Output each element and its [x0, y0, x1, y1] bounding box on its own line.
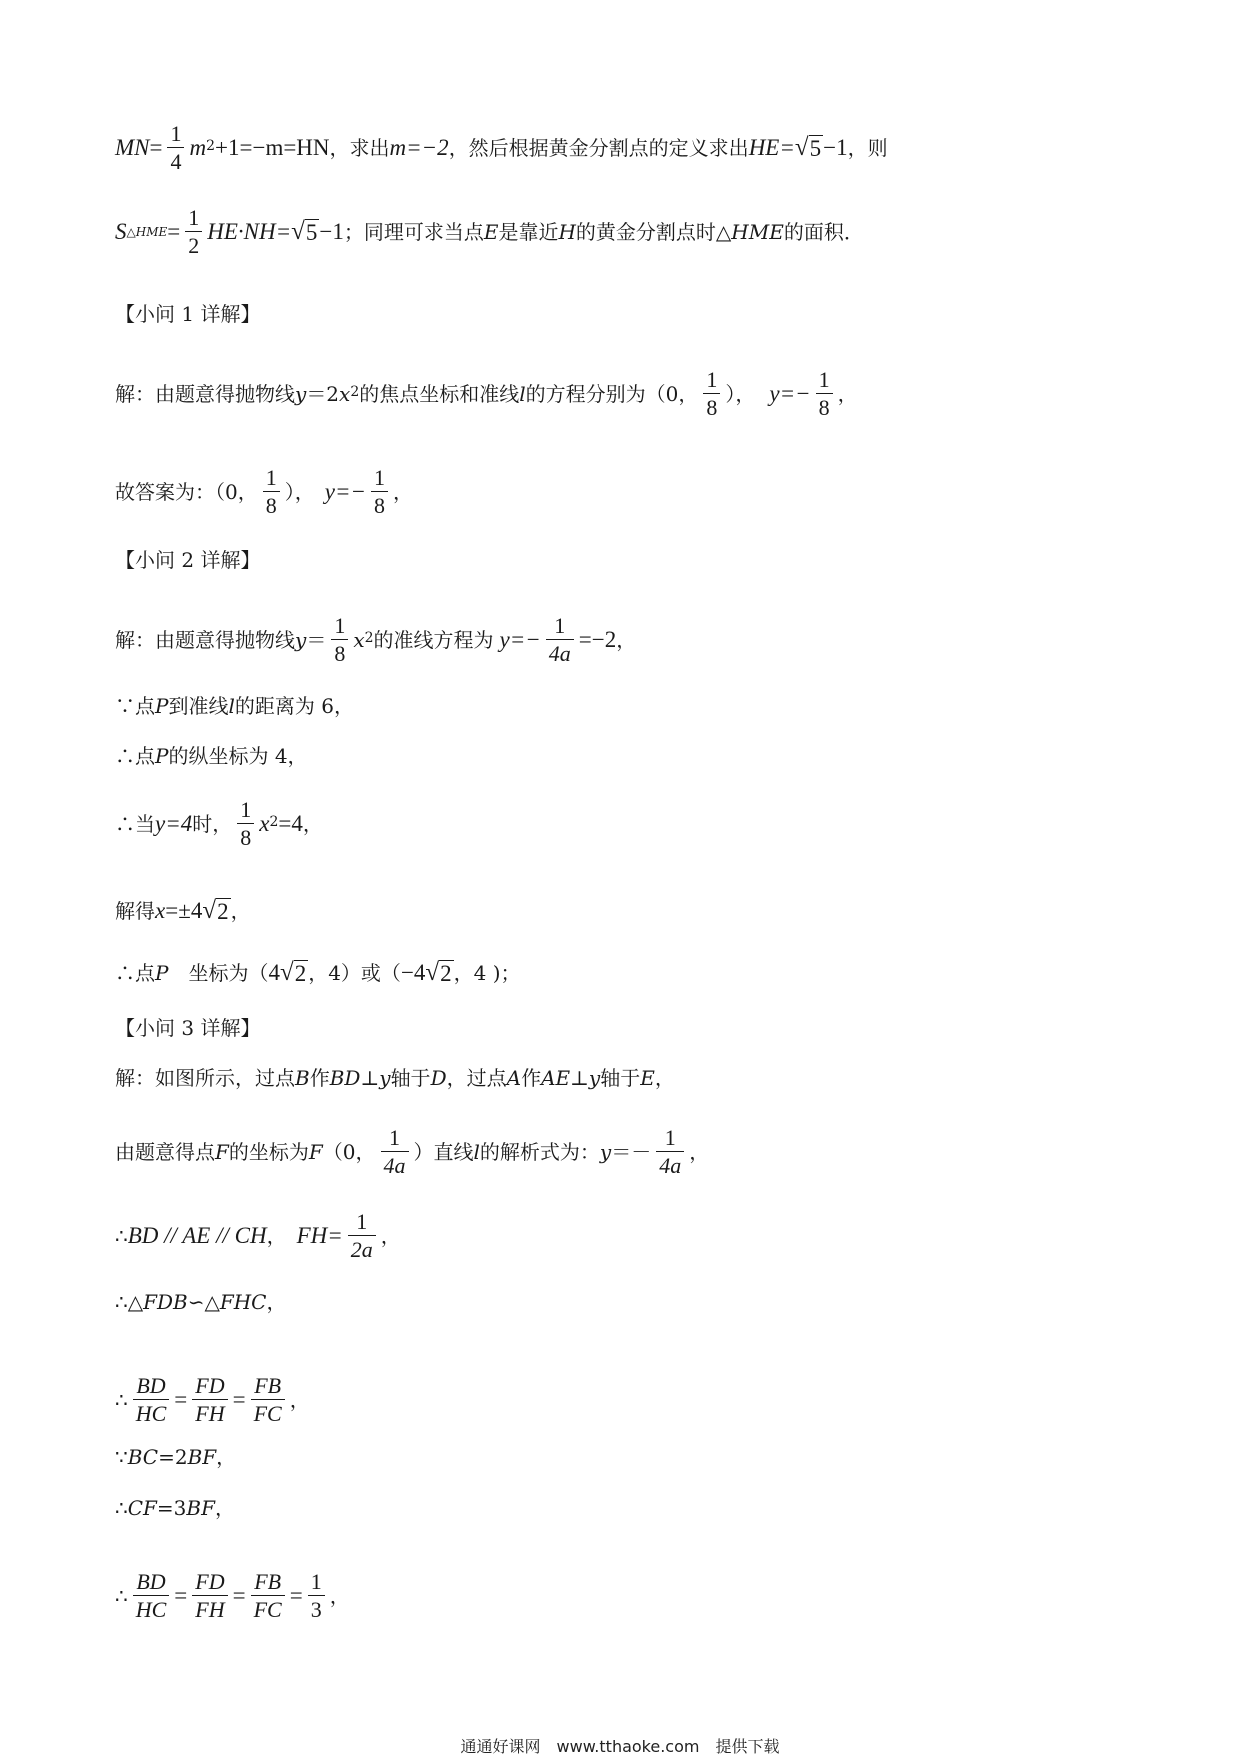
- radical-sign: √: [794, 134, 809, 162]
- numerator: FD: [195, 1373, 225, 1398]
- math-var: l: [228, 694, 235, 718]
- text: ，: [216, 1445, 237, 1469]
- text: ∴△: [115, 1290, 144, 1314]
- denominator: FH: [192, 1399, 227, 1425]
- fraction: [703, 368, 720, 419]
- text: 故答案为：（0，: [115, 479, 258, 504]
- text: ，过点: [446, 1066, 507, 1090]
- math-text: =: [174, 1387, 188, 1413]
- math-text: =: [174, 1583, 188, 1609]
- fraction: [192, 1570, 227, 1621]
- denominator: HC: [133, 1595, 170, 1621]
- math-var: y: [588, 1066, 601, 1090]
- numerator: 1: [664, 1125, 676, 1150]
- solution-line-4: [115, 466, 413, 517]
- math-var: E: [640, 1066, 655, 1090]
- radicand: 5: [809, 136, 822, 162]
- text: =3: [156, 1496, 187, 1520]
- denominator: 2: [185, 231, 202, 257]
- text: ∴: [115, 1583, 128, 1608]
- text: 的距离为 6，: [234, 694, 354, 718]
- math-var: P: [155, 960, 169, 985]
- text: ；同理可求当点: [343, 219, 484, 244]
- denominator: 8: [703, 393, 720, 419]
- numerator: 1: [310, 1569, 322, 1594]
- text: =2: [158, 1445, 188, 1469]
- text: 的准线方程为: [373, 627, 494, 652]
- math-text: =4: [278, 811, 303, 837]
- text: ，然后根据黄金分割点的定义求出: [448, 135, 749, 160]
- text: 解：由题意得抛物线: [115, 627, 295, 652]
- math-text: =: [232, 1387, 246, 1413]
- math-text: FH=: [296, 1223, 343, 1249]
- numerator: FB: [254, 1373, 282, 1398]
- math-var: AE: [541, 1066, 571, 1090]
- fraction: [192, 1374, 227, 1425]
- numerator: 1: [706, 367, 718, 392]
- math-var: y: [599, 1139, 612, 1164]
- math-var: y: [295, 627, 307, 652]
- denominator: 8: [816, 393, 833, 419]
- subscript: △HME: [126, 224, 168, 239]
- text: ，求出: [329, 135, 390, 160]
- math-text: y=−: [769, 381, 811, 407]
- text: ∴: [115, 1387, 128, 1412]
- text: ，4 )；: [453, 960, 521, 985]
- solution-line-5: [115, 614, 636, 665]
- radical-sign: √: [279, 959, 294, 986]
- text: 的方程分别为（0，: [525, 381, 699, 406]
- radicand: 2: [294, 961, 307, 986]
- math-text: =−2: [578, 627, 617, 653]
- fraction: [251, 1570, 285, 1621]
- fraction: [263, 466, 280, 517]
- text: 解：由题意得抛物线: [115, 381, 295, 406]
- numerator: 1: [389, 1125, 401, 1150]
- solution-line-8: [115, 798, 323, 849]
- math-text: =: [149, 135, 163, 161]
- denominator: 4a: [381, 1151, 409, 1177]
- fraction: [167, 122, 184, 173]
- sqrt: [425, 960, 453, 985]
- fraction: [133, 1374, 170, 1425]
- math-var: FHC: [219, 1290, 267, 1314]
- text: 是靠近: [498, 219, 559, 244]
- solution-line-6: [115, 696, 354, 716]
- text: 解：如图所示，过点: [115, 1066, 295, 1090]
- sqrt: [795, 135, 823, 160]
- text: 轴于: [390, 1066, 431, 1090]
- numerator: BD: [136, 1569, 166, 1594]
- math-var: P: [155, 694, 169, 718]
- text: ∴: [115, 1496, 128, 1520]
- math-var: E: [483, 219, 499, 244]
- sqrt: [280, 960, 308, 985]
- text: ＝: [306, 627, 327, 652]
- exponent: 2: [206, 137, 216, 154]
- text: 作: [309, 1066, 330, 1090]
- text: 的焦点坐标和准线: [359, 381, 520, 406]
- math-text: =: [167, 219, 181, 245]
- denominator: HC: [133, 1399, 170, 1425]
- solution-line-9: [115, 898, 251, 923]
- math-text: BD // AE // CH: [127, 1223, 267, 1249]
- section-heading-3: 【小问 3 详解】: [115, 1016, 261, 1040]
- text: ，: [689, 1139, 710, 1164]
- text: ，: [266, 1290, 287, 1314]
- math-var: B: [295, 1066, 310, 1090]
- radical-sign: √: [291, 218, 305, 246]
- solution-line-13: [115, 1210, 401, 1261]
- text: 的黄金分割点时△: [575, 219, 732, 244]
- math-text: +1=−m=HN: [215, 135, 330, 161]
- section-heading-2: 【小问 2 详解】: [115, 548, 261, 572]
- math-text: HE=: [748, 135, 795, 161]
- math-text: −1: [319, 219, 344, 245]
- numerator: 1: [818, 367, 830, 392]
- text: ，: [266, 1223, 287, 1248]
- text: 的解析式为：: [479, 1139, 600, 1164]
- solution-line-17: [115, 1498, 235, 1518]
- fraction: [546, 614, 574, 665]
- denominator: FC: [251, 1399, 285, 1425]
- text: ，则: [847, 135, 888, 160]
- math-text: y=−: [499, 627, 541, 653]
- text: ⊥: [360, 1066, 380, 1090]
- math-text: m: [189, 135, 207, 161]
- text: ∵点: [115, 694, 155, 718]
- numerator: 1: [240, 797, 252, 822]
- math-var: l: [519, 381, 526, 406]
- math-text: −1: [823, 135, 848, 161]
- denominator: 8: [331, 639, 348, 665]
- math-text: y=−: [324, 479, 366, 505]
- footer-watermark: 通通好课网 www.tthaoke.com 提供下载: [460, 1737, 780, 1756]
- math-var: FDB: [143, 1290, 188, 1314]
- math-var: x: [259, 811, 270, 837]
- solution-line-15: [115, 1374, 310, 1425]
- denominator: 2a: [348, 1235, 376, 1261]
- exponent: 2: [269, 813, 279, 830]
- denominator: 8: [263, 491, 280, 517]
- math-var: BF: [187, 1445, 217, 1469]
- text: 作: [521, 1066, 542, 1090]
- exponent: 2: [350, 383, 360, 400]
- radical-sign: √: [425, 959, 440, 986]
- text: 的坐标为: [228, 1139, 309, 1164]
- math-var: D: [430, 1066, 447, 1090]
- text: ，: [289, 1387, 310, 1412]
- math-var: x: [353, 627, 365, 652]
- radicand: 2: [440, 961, 452, 986]
- fraction: [237, 798, 254, 849]
- exponent: 2: [364, 629, 374, 646]
- numerator: 1: [334, 613, 346, 638]
- fraction: [251, 1374, 285, 1425]
- fraction: [133, 1570, 170, 1621]
- text: ∴点: [115, 960, 155, 985]
- text: ，: [302, 811, 323, 836]
- math-text: S: [115, 219, 127, 245]
- text: 时，: [192, 811, 233, 836]
- denominator: 8: [371, 491, 388, 517]
- solution-line-10: [115, 960, 521, 985]
- math-var: y: [295, 381, 307, 406]
- math-var: l: [473, 1139, 480, 1164]
- radicand: 5: [305, 220, 318, 246]
- text: 到准线: [168, 694, 229, 718]
- text: ，: [654, 1066, 675, 1090]
- text: 的面积．: [783, 219, 864, 244]
- text: （0，: [322, 1139, 376, 1164]
- fraction: [381, 1126, 409, 1177]
- fraction: [348, 1210, 376, 1261]
- text: ，: [329, 1583, 350, 1608]
- fraction: [185, 206, 202, 257]
- math-var: A: [506, 1066, 522, 1090]
- numerator: 1: [170, 121, 182, 146]
- math-var: BF: [186, 1496, 215, 1520]
- text: ⊥: [570, 1066, 589, 1090]
- text: ＝－: [611, 1139, 652, 1164]
- math-var: BC: [127, 1445, 159, 1469]
- section-heading-1: 【小问 1 详解】: [115, 302, 261, 326]
- solution-line-11: [115, 1068, 675, 1088]
- math-var: BD: [329, 1066, 361, 1090]
- denominator: 4: [167, 147, 184, 173]
- text: 坐标为（: [168, 960, 269, 985]
- math-text: =: [289, 1583, 303, 1609]
- fraction: [371, 466, 388, 517]
- text: ∽△: [187, 1290, 220, 1314]
- text: ＝2: [306, 381, 340, 406]
- math-var: x: [155, 898, 166, 923]
- denominator: 4a: [656, 1151, 684, 1177]
- fraction: [308, 1570, 325, 1621]
- denominator: FC: [251, 1595, 285, 1621]
- text: 的纵坐标为 4，: [168, 744, 308, 768]
- text: ，: [616, 627, 637, 652]
- math-text: MN: [115, 135, 150, 161]
- math-var: P: [155, 744, 169, 768]
- denominator: 4a: [546, 639, 574, 665]
- text: ，: [392, 479, 413, 504]
- math-var: CF: [127, 1496, 157, 1520]
- text: ，: [230, 898, 251, 923]
- text: ），: [284, 479, 315, 504]
- math-var: F: [308, 1139, 323, 1164]
- solution-line-16: [115, 1447, 236, 1467]
- numerator: 1: [265, 465, 277, 490]
- math-var: H: [558, 219, 576, 244]
- text: ∴当: [115, 811, 155, 836]
- radicand: 2: [217, 899, 229, 924]
- numerator: FD: [195, 1569, 225, 1594]
- solution-line-1: [115, 122, 888, 173]
- fraction: [656, 1126, 684, 1177]
- text: ∴点: [115, 744, 155, 768]
- text: ，4）或（: [308, 960, 401, 985]
- sqrt: [202, 898, 230, 923]
- math-var: x: [339, 381, 351, 406]
- numerator: 1: [188, 205, 200, 230]
- text: ，: [837, 381, 858, 406]
- text: 由题意得点: [115, 1139, 215, 1164]
- text: ∵: [115, 1445, 128, 1469]
- numerator: 1: [373, 465, 385, 490]
- solution-line-3: [115, 368, 858, 419]
- math-var: F: [215, 1139, 229, 1164]
- text: ），: [725, 381, 756, 406]
- sqrt: [291, 219, 319, 244]
- math-text: HE·NH=: [207, 219, 292, 245]
- numerator: 1: [554, 613, 566, 638]
- denominator: 3: [308, 1595, 325, 1621]
- numerator: 1: [356, 1209, 368, 1234]
- math-text: =±4: [165, 898, 203, 923]
- solution-line-12: [115, 1126, 709, 1177]
- text: ）直线: [413, 1139, 474, 1164]
- solution-line-7: [115, 746, 308, 766]
- math-text: =: [232, 1583, 246, 1609]
- text: ，: [380, 1223, 401, 1248]
- math-var: HME: [731, 219, 784, 244]
- numerator: BD: [136, 1373, 166, 1398]
- text: ∴: [115, 1223, 128, 1248]
- text: 解得: [115, 898, 155, 923]
- math-text: −4: [400, 960, 426, 985]
- numerator: FB: [254, 1569, 282, 1594]
- radical-sign: √: [202, 897, 217, 924]
- solution-line-14: [115, 1292, 286, 1312]
- math-var: y: [379, 1066, 391, 1090]
- denominator: 8: [237, 823, 254, 849]
- denominator: FH: [192, 1595, 227, 1621]
- math-text: m=−2: [389, 135, 449, 161]
- text: ，: [214, 1496, 235, 1520]
- solution-line-18: [115, 1570, 350, 1621]
- text: 轴于: [600, 1066, 641, 1090]
- fraction: [816, 368, 833, 419]
- math-text: y=4: [155, 811, 193, 837]
- fraction: [331, 614, 348, 665]
- solution-line-2: [115, 206, 864, 257]
- math-text: 4: [268, 960, 280, 985]
